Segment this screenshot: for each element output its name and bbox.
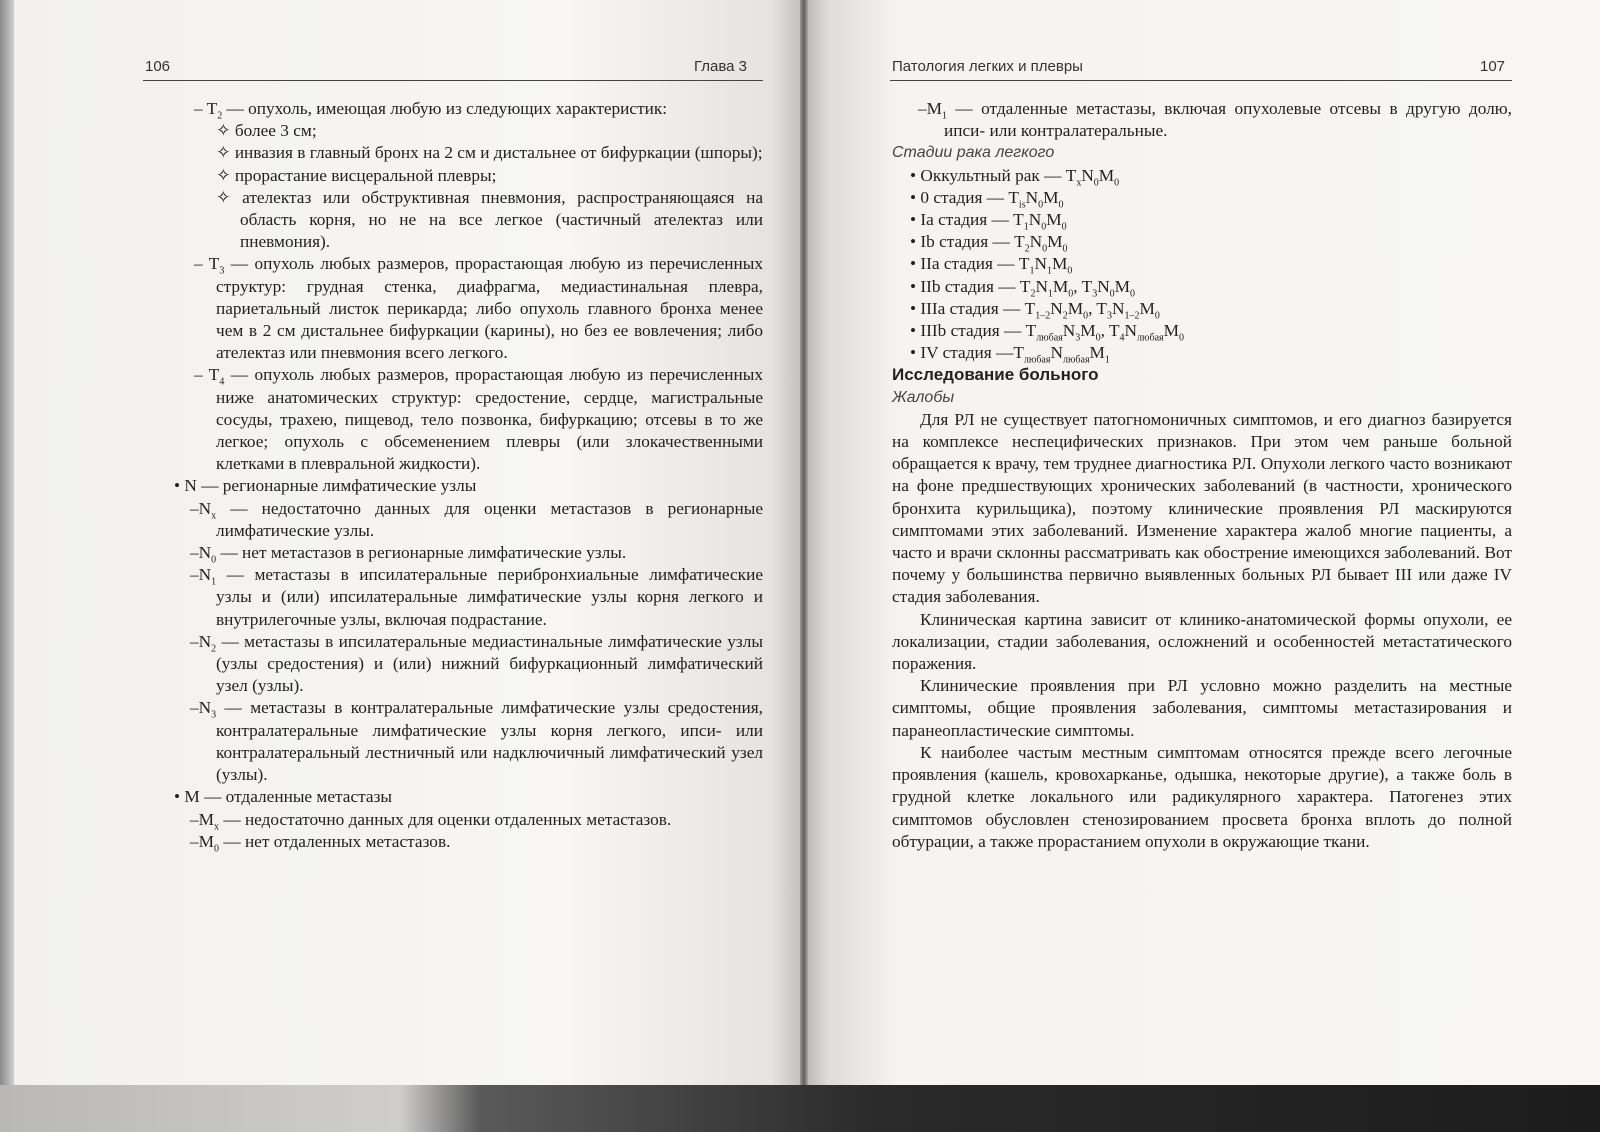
n-heading: [168, 475, 763, 497]
m-sub: 0: [214, 843, 220, 855]
stage-symbol: N: [1111, 298, 1125, 318]
stage-symbol: N: [1062, 321, 1076, 341]
right-page-number: 107: [1480, 58, 1506, 75]
left-page-number: 106: [145, 58, 171, 75]
m1-sub: 1: [942, 110, 948, 122]
stage-sub: 0: [1068, 288, 1074, 300]
stage-symbol: N: [1035, 276, 1048, 296]
t3-text: — опухоль любых размеров, прорастающая любую из перечисленных структур: грудная стенка, диафрагма, медиастинальная плевра, париетальный листок перикарда; либо опухоль главного бронха менее чем в 2 см дистальнее бифуркации (карины), но без ее вовлечения; либо ателектаз или пневмония всего легкого.: [216, 254, 763, 363]
n-sub: 2: [211, 643, 217, 655]
stage-symbol: T: [1013, 343, 1024, 363]
stage-sub: любая: [1137, 332, 1164, 344]
stage-symbol: M: [1098, 165, 1115, 185]
book-gutter: [800, 0, 808, 1090]
section-heading: Исследование больного: [892, 365, 1099, 385]
stage-sub: 0: [1130, 288, 1136, 300]
stages-list: [892, 165, 1512, 365]
complaints-heading: Жалобы: [892, 388, 955, 406]
t2-subitem-text: прорастание висцеральной плевры;: [234, 165, 497, 185]
stage-item: [892, 342, 1512, 364]
t2-sub: 2: [217, 110, 223, 122]
bullet-icon: •: [910, 187, 921, 207]
stage-sub: 1: [1023, 221, 1029, 233]
left-page-body: [168, 98, 763, 853]
stage-symbol: N: [1029, 232, 1043, 252]
stage-symbol: T: [1014, 232, 1025, 252]
stage-sub: 0: [1061, 221, 1067, 233]
m-item: $-M_x$ — недостаточно данных для оценки отдаленных метастазов.: [190, 809, 672, 832]
stage-sub: 0: [1154, 310, 1160, 322]
bullet-icon: •: [174, 787, 181, 807]
stage-sub: 0: [1062, 243, 1068, 255]
stage-symbol: N: [1124, 321, 1138, 341]
t2-subitem-text: инвазия в главный бронх на 2 см и дистальнее от бифуркации (шпоры);: [234, 143, 763, 163]
t4-symbol: T: [208, 365, 220, 385]
t2-subitem: [168, 142, 763, 164]
stage-symbol: T: [1018, 254, 1030, 274]
n-symbol: N: [198, 698, 212, 718]
stage-symbol: T: [1019, 276, 1031, 296]
t2-text: — опухоль, имеющая любую из следующих характеристик:: [222, 99, 668, 118]
bullet-icon: •: [910, 210, 921, 230]
stage-sub: 3: [1075, 332, 1081, 344]
stage-label: IIIa стадия —: [920, 298, 1025, 318]
stage-sub: 3: [1092, 288, 1098, 300]
stage-sub: x: [1076, 177, 1082, 189]
stage-sub: 0: [1114, 177, 1120, 189]
stage-label: IV стадия —: [920, 343, 1014, 363]
stage-symbol: M: [1114, 276, 1131, 296]
n-symbol: N: [198, 631, 212, 651]
stage-item: [892, 165, 1512, 187]
stage-label: IIIb стадия —: [920, 321, 1026, 341]
stage-label: IIa стадия —: [920, 254, 1019, 274]
right-page-body: [892, 98, 1512, 853]
bullet-icon: •: [910, 343, 921, 363]
diamond-icon: ✧: [216, 143, 231, 163]
stage-label: IIb стадия —: [920, 276, 1020, 296]
n-text: — метастазы в контралатеральные лимфатические узлы средостения, контралатеральные лимфатические узлы корня легкого, ипси- или контралатеральный лестничный или надключичный лимфатический узел (узлы).: [216, 698, 763, 785]
n-symbol: N: [198, 565, 212, 585]
m-heading-text: M — отдаленные метастазы: [184, 787, 393, 807]
left-chapter-title: Глава 3: [694, 58, 748, 75]
stage-symbol: M: [1043, 187, 1059, 207]
m-symbol: M: [198, 831, 215, 851]
stage-sub: 0: [1083, 310, 1089, 322]
stage-item: [892, 209, 1512, 231]
bullet-icon: •: [910, 276, 921, 296]
stage-sub: 1–2: [1035, 310, 1051, 322]
t3-item: – $T_3$ — опухоль любых размеров, прорастающая любую из перечисленных структур: грудная стенка, диафрагма, медиастинальная плевра, париетальный листок перикарда; либо опухоль главного бронха менее чем в 2 см дистальнее бифуркации (карины), но без ее вовлечения; либо ателектаз или пневмония всего легкого.: [194, 254, 763, 363]
m-text: — недостаточно данных для оценки отдаленных метастазов.: [219, 809, 672, 829]
bullet-icon: •: [910, 165, 921, 185]
stage-sub: 2: [1024, 243, 1030, 255]
m1-symbol: M: [926, 99, 943, 118]
stages-heading: Стадии рака легкого: [892, 144, 1055, 162]
stage-symbol: M: [1089, 343, 1105, 363]
stage-sub: 0: [1178, 332, 1184, 344]
left-book-edge: [0, 0, 14, 1132]
stage-item: [892, 276, 1512, 298]
t4-item: – $T_4$ — опухоль любых размеров, прорастающая любую из перечисленных ниже анатомических структур: средостение, сердце, магистральные сосуды, трахею, пищевод, тело позвонка, бифуркацию; отсевы в то же легкое; опухоль с обсеменением плевры (или злокачественными клетками в плевральной жидкости).: [194, 365, 763, 474]
stage-symbol: M: [1080, 321, 1096, 341]
stage-symbol: T: [1008, 187, 1019, 207]
stage-item: [892, 187, 1512, 209]
stage-symbol: M: [1046, 210, 1062, 230]
body-paragraph: Клиническая картина зависит от клинико-анатомической формы опухоли, ее локализации, стадии заболевания, осложнений и особенностей метастатического поражения.: [892, 609, 1512, 674]
stage-symbol: , T: [1100, 321, 1120, 341]
stage-sub: 0: [1109, 288, 1115, 300]
stage-sub: 4: [1119, 332, 1125, 344]
bullet-icon: •: [910, 254, 921, 274]
stage-symbol: T: [1013, 210, 1024, 230]
m-item: $-M_0$ — нет отдаленных метастазов.: [190, 831, 451, 855]
stage-sub: 2: [1062, 310, 1068, 322]
bullet-icon: •: [910, 232, 921, 252]
stage-sub: 0: [1038, 199, 1044, 211]
n-sub: 1: [211, 576, 217, 588]
n-sub: 3: [211, 709, 217, 721]
t2-item: – $T_2$ — опухоль, имеющая любую из следующих характеристик:: [194, 99, 668, 122]
t2-subitem: [168, 187, 763, 254]
t2-subitem-text: ателектаз или обструктивная пневмония, распространяющаяся на область корня, но не на все легкое (частичный ателектаз или пневмония).: [240, 187, 763, 252]
n-item: $-N_2$ — метастазы в ипсилатеральные медиастинальные лимфатические узлы (узлы средостения) и (или) нижний бифуркационный лимфатический узел (узлы).: [190, 631, 763, 696]
bullet-icon: •: [910, 321, 921, 341]
t2-subitem: [168, 165, 763, 187]
diamond-icon: ✧: [216, 121, 231, 141]
stage-symbol: M: [1052, 276, 1069, 296]
t3-symbol: T: [208, 254, 220, 274]
m-heading: [168, 786, 763, 808]
stage-sub: любая: [1023, 354, 1051, 366]
stage-symbol: , T: [1088, 298, 1107, 318]
stage-symbol: N: [1097, 276, 1110, 296]
t3-sub: 3: [219, 265, 225, 277]
m1-item: $-M_1$ — отдаленные метастазы, включая опухолевые отсевы в другую долю, ипси- или контралатеральные.: [918, 99, 1512, 141]
m1-text: — отдаленные метастазы, включая опухолевые отсевы в другую долю, ипси- или контралатеральные.: [944, 99, 1512, 141]
stage-symbol: M: [1163, 321, 1179, 341]
stage-sub: 0: [1067, 265, 1073, 277]
stage-symbol: T: [1065, 165, 1077, 185]
stage-label: Ib стадия —: [920, 232, 1015, 252]
stage-sub: 1: [1104, 354, 1110, 366]
stage-symbol: N: [1050, 343, 1063, 363]
body-paragraph: Клинические проявления при РЛ условно можно разделить на местные симптомы, общие проявления заболевания, симптомы метастазирования и паранеопластические симптомы.: [892, 676, 1512, 740]
t4-sub: 4: [219, 376, 225, 388]
n-text: — метастазы в ипсилатеральные медиастинальные лимфатические узлы (узлы средостения) и (или) нижний бифуркационный лимфатический узел (узлы).: [216, 631, 763, 696]
right-header-rule: [890, 80, 1512, 81]
stage-symbol: N: [1050, 298, 1063, 318]
stage-label: Оккультный рак —: [920, 165, 1066, 185]
t2-subitem: [168, 120, 763, 142]
stage-symbol: N: [1028, 210, 1042, 230]
stage-symbol: N: [1025, 187, 1039, 207]
stage-symbol: T: [1025, 321, 1037, 341]
n-sub: x: [211, 510, 217, 522]
stage-item: [892, 253, 1512, 275]
n-item: $-N_x$ — недостаточно данных для оценки метастазов в регионарные лимфатические узлы.: [190, 498, 763, 540]
right-running-title: Патология легких и плевры: [892, 58, 1083, 75]
stage-item: [892, 320, 1512, 342]
stage-symbol: M: [1067, 298, 1084, 318]
body-paragraph: К наиболее частым местным симптомам относятся прежде всего легочные проявления (кашель, кровохарканье, одышка, некоторые другие), а также боль в грудной клетке локального или радикулярного характера. Патогенез этих симптомов обусловлен стенозированием просвета бронха вплоть до полной обтурации, а также прорастанием опухоли в окружающие ткани.: [892, 742, 1512, 851]
t2-symbol: T: [206, 99, 218, 118]
stage-sub: 0: [1095, 332, 1101, 344]
stage-sub: 1: [1046, 265, 1052, 277]
n-text: — метастазы в ипсилатеральные перибронхиальные лимфатические узлы и (или) ипсилатеральные лимфатические узлы корня легкого и внутрилегочные узлы, включая подрастание.: [216, 565, 763, 629]
n-sub: 0: [211, 554, 217, 566]
n-text: — нет метастазов в регионарные лимфатические узлы.: [216, 543, 627, 563]
n-symbol: N: [198, 543, 212, 563]
stage-sub: 0: [1042, 243, 1048, 255]
bullet-icon: •: [174, 476, 181, 496]
stage-symbol: N: [1034, 254, 1047, 274]
stage-sub: is: [1018, 199, 1026, 211]
stage-symbol: T: [1024, 298, 1036, 318]
left-header-rule: [143, 80, 763, 81]
stage-sub: любая: [1062, 354, 1090, 366]
stage-label: Ia стадия —: [920, 210, 1014, 230]
m-symbol: M: [198, 809, 215, 829]
n-heading-text: N — регионарные лимфатические узлы: [184, 476, 477, 496]
scanner-bottom-band: [0, 1085, 1600, 1132]
stage-sub: 1–2: [1124, 310, 1140, 322]
body-paragraph: Для РЛ не существует патогномоничных симптомов, и его диагноз базируется на комплексе неспецифических признаков. При этом чем раньше больной обращается к врачу, тем труднее диагностика РЛ. Опухоли легкого часто возникают на фоне предшествующих хронических заболеваний (в частности, хронического бронхита курильщика), поэтому клинические проявления РЛ маскируются симптомами этих заболеваний. Изменение характера жалоб многие пациенты, а часто и врачи склонны рассматривать как обострение имеющихся заболеваний. Вот почему у большинства первично выявленных больных РЛ бывает III или даже IV стадия заболевания.: [892, 409, 1512, 607]
stage-sub: любая: [1036, 332, 1063, 344]
m-text: — нет отдаленных метастазов.: [219, 831, 451, 851]
stage-sub: 0: [1041, 221, 1047, 233]
stage-sub: 0: [1058, 199, 1064, 211]
stage-symbol: N: [1081, 165, 1094, 185]
n-item: $-N_3$ — метастазы в контралатеральные лимфатические узлы средостения, контралатеральные лимфатические узлы корня легкого, ипси- или контралатеральный лестничный или надключичный лимфатический узел (узлы).: [190, 698, 763, 785]
n-item: $-N_1$ — метастазы в ипсилатеральные перибронхиальные лимфатические узлы и (или) ипсилатеральные лимфатические узлы корня легкого и внутрилегочные узлы, включая подрастание.: [190, 565, 763, 629]
stage-sub: 0: [1093, 177, 1099, 189]
stage-sub: 1: [1029, 265, 1035, 277]
n-item: $-N_0$ — нет метастазов в регионарные лимфатические узлы.: [190, 543, 627, 566]
n-text: — недостаточно данных для оценки метастазов в регионарные лимфатические узлы.: [216, 498, 763, 540]
m-sub: x: [214, 820, 220, 832]
stage-symbol: , T: [1073, 276, 1093, 296]
stage-sub: 1: [1047, 288, 1053, 300]
bullet-icon: •: [910, 298, 921, 318]
stage-item: [892, 231, 1512, 253]
t4-text: — опухоль любых размеров, прорастающая любую из перечисленных ниже анатомических структур: средостение, сердце, магистральные сосуды, трахею, пищевод, тело позвонка, бифуркацию; отсевы в то же легкое; опухоль с обсеменением плевры (или злокачественными клетками в плевральной жидкости).: [216, 365, 763, 474]
stage-sub: 2: [1030, 288, 1036, 300]
t2-subitem-text: более 3 см;: [234, 121, 317, 141]
stage-sub: 3: [1106, 310, 1112, 322]
diamond-icon: ✧: [216, 165, 231, 185]
stage-item: [892, 298, 1512, 320]
diamond-icon: ✧: [216, 187, 231, 207]
stage-symbol: M: [1139, 298, 1155, 318]
stage-symbol: M: [1047, 232, 1063, 252]
stage-label: 0 стадия —: [920, 187, 1009, 207]
n-symbol: N: [198, 498, 212, 518]
stage-symbol: M: [1051, 254, 1068, 274]
